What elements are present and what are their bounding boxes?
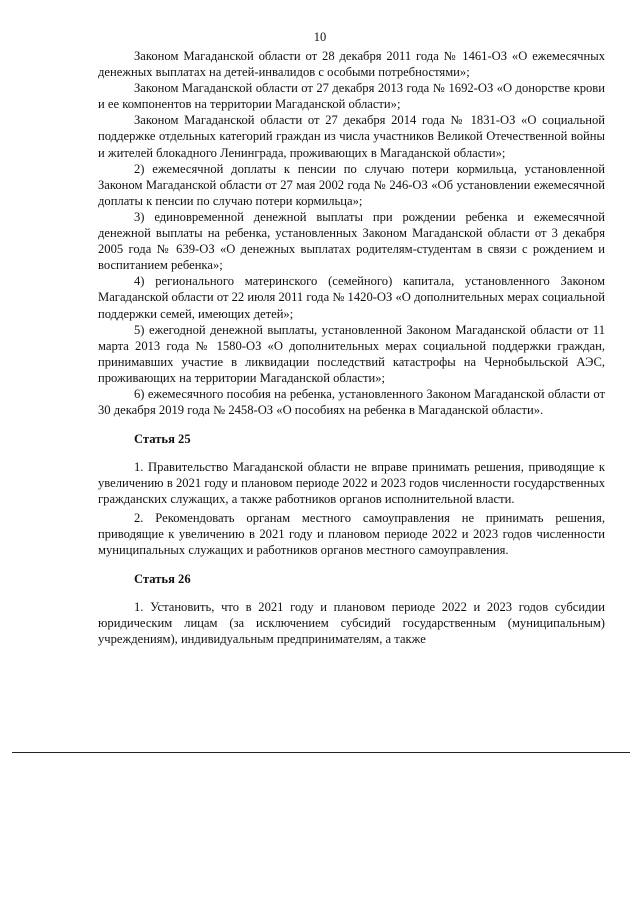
article-25-paragraph-2: 2. Рекомендовать органам местного самоуправления не принимать решения, приводящие к увеличению в 2021 году и плановом периоде 2022 и 2023 годов численности муниципальных служащих и работников органов местного самоуправления. xyxy=(98,510,605,557)
article-25-heading: Статья 25 xyxy=(134,432,191,447)
paragraph-item-5: 5) ежегодной денежной выплаты, установленной Законом Магаданской области от 11 марта 2013 года № 1580-ОЗ «О дополнительных мерах социальной поддержки граждан, принимавших участие в ликвидации последствий катастрофы на Чернобыльской АЭС, проживающих на территории Магаданской области»; xyxy=(98,322,605,385)
spacer xyxy=(98,447,605,459)
paragraph-item-3: 3) единовременной денежной выплаты при рождении ребенка и ежемесячной денежной выплаты на ребенка, установленных Законом Магаданской области от 3 декабря 2005 года № 639-ОЗ «О денежных выплатах родителям-студентам в связи с рождением и воспитанием ребенка»; xyxy=(98,209,605,273)
article-25-paragraph-1: 1. Правительство Магаданской области не вправе принимать решения, приводящие к увеличению в 2021 году и плановом периоде 2022 и 2023 годов численности государственных гражданских служащих, а также работников органов исполнительной власти. xyxy=(98,460,605,507)
paragraph-item-4: 4) регионального материнского (семейного) капитала, установленного Законом Магаданской области от 22 июля 2011 года № 1420-ОЗ «О дополнительных мерах социальной поддержки семей, имеющих детей»; xyxy=(98,274,605,321)
paragraph-item-6: 6) ежемесячного пособия на ребенка, установленного Законом Магаданской области от 30 декабря 2019 года № 2458-ОЗ «О пособиях на ребенка в Магаданской области». xyxy=(98,386,605,418)
paragraph-law-1831: Законом Магаданской области от 27 декабря 2014 года № 1831-ОЗ «О социальной поддержке отдельных категорий граждан из числа участников Великой Отечественной войны и жителей блокадного Ленинграда, проживающих в Магаданской области»; xyxy=(98,113,605,160)
footer-divider xyxy=(12,752,630,753)
document-body xyxy=(98,48,605,647)
paragraph-item-2: 2) ежемесячной доплаты к пенсии по случаю потери кормильца, установленной Законом Магаданской области от 27 мая 2002 года № 246-ОЗ «Об установлении ежемесячной доплаты к пенсии по случаю потери кормильца»; xyxy=(98,161,605,208)
paragraph-law-1692: Законом Магаданской области от 27 декабря 2013 года № 1692-ОЗ «О донорстве крови и ее компонентов на территории Магаданской области»; xyxy=(98,81,605,112)
spacer xyxy=(98,558,605,571)
article-26-paragraph-1: 1. Установить, что в 2021 году и плановом периоде 2022 и 2023 годов субсидии юридическим лицам (за исключением субсидий государственным (муниципальным) учреждениям), индивидуальным предпринимателям, а также xyxy=(98,599,605,647)
article-26-heading: Статья 26 xyxy=(134,571,191,586)
page-number: 10 xyxy=(313,30,327,44)
spacer xyxy=(98,418,605,431)
spacer xyxy=(98,587,605,599)
paragraph-law-1461: Законом Магаданской области от 28 декабря 2011 года № 1461-ОЗ «О ежемесячных денежных выплатах на детей-инвалидов с особыми потребностями»; xyxy=(98,49,605,80)
